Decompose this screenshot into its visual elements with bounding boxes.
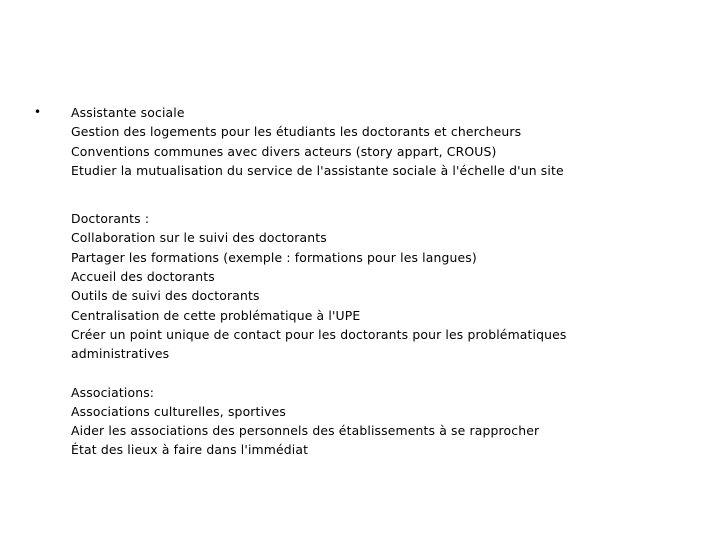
text-line: État des lieux à faire dans l'immédiat (71, 442, 309, 458)
text-line: Accueil des doctorants (71, 269, 215, 285)
text-line: Gestion des logements pour les étudiants les doctorants et chercheurs (71, 124, 522, 140)
text-line: Etudier la mutualisation du service de l'assistante sociale à l'échelle d'un site (71, 162, 564, 178)
text-line: Collaboration sur le suivi des doctorants (71, 230, 327, 246)
text-line: Conventions communes avec divers acteurs (story appart, CROUS) (71, 143, 497, 159)
text-line: Centralisation de cette problématique à l'UPE (71, 307, 361, 323)
bullet-marker: • (34, 105, 42, 119)
text-line: Associations culturelles, sportives (71, 403, 287, 419)
group-heading: Assistante sociale (71, 105, 185, 120)
group-heading: Doctorants : (71, 211, 150, 227)
group-associations (71, 383, 671, 460)
group-doctorants (71, 209, 671, 363)
bullet-content (71, 103, 671, 460)
text-line: administratives (71, 346, 170, 362)
text-line: Créer un point unique de contact pour les doctorants pour les problématiques (71, 326, 567, 342)
group-assistante-sociale (71, 103, 671, 180)
text-line: Aider les associations des personnels des établissements à se rapprocher (71, 423, 540, 439)
text-line: Outils de suivi des doctorants (71, 288, 260, 304)
group-heading: Associations: (71, 384, 155, 400)
text-line: Partager les formations (exemple : formations pour les langues) (71, 249, 477, 265)
